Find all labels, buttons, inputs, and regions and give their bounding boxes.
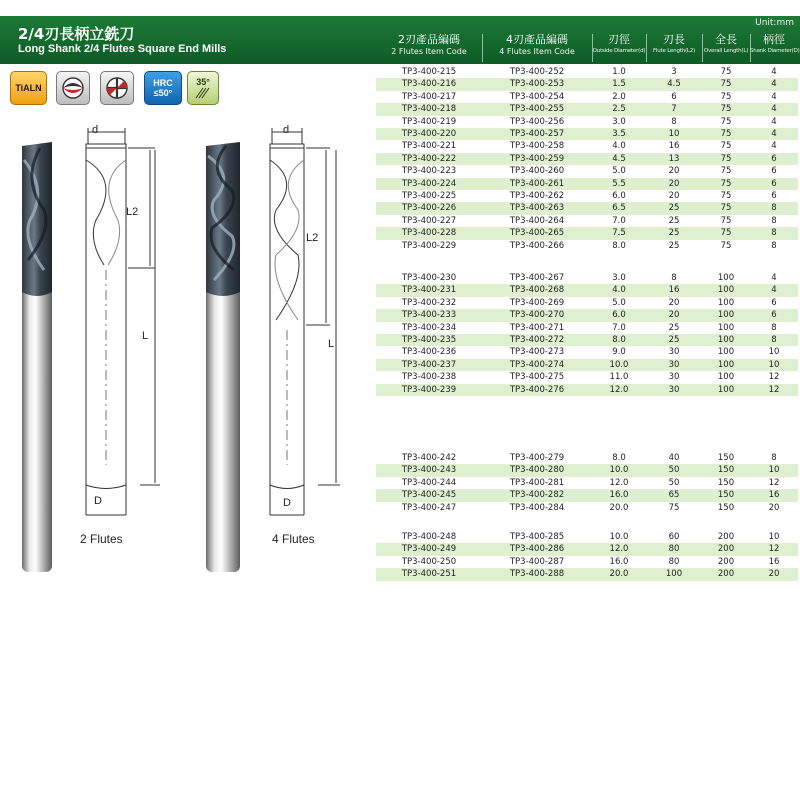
- cell-4f-code: TP3-400-269: [509, 297, 565, 308]
- cell-overall-length: 75: [720, 191, 732, 201]
- table-row: [376, 165, 798, 177]
- cell-diameter: 20.0: [609, 502, 629, 513]
- cell-flute-length: 30: [668, 372, 680, 383]
- cell-2f-code: TP3-400-229: [401, 240, 457, 251]
- cell-2f-code: TP3-400-221: [401, 141, 457, 152]
- cell-flute-length: 30: [668, 347, 680, 358]
- cell-diameter: 10.0: [609, 532, 629, 542]
- cell-overall-length: 75: [720, 116, 732, 127]
- cell-4f-code: TP3-400-282: [509, 490, 565, 501]
- cell-overall-length: 75: [720, 91, 732, 102]
- cell-4f-code: TP3-400-255: [509, 104, 565, 115]
- cell-shank-diameter: 12: [768, 384, 780, 395]
- cell-4f-code: TP3-400-268: [509, 285, 565, 296]
- cell-flute-length: 20: [668, 297, 680, 308]
- cell-flute-length: 75: [668, 502, 680, 513]
- cell-overall-length: 100: [717, 372, 735, 383]
- cell-overall-length: 75: [720, 203, 732, 214]
- cell-2f-code: TP3-400-247: [401, 502, 457, 513]
- col-shank-diameter: 柄徑 Shank Diameter(D): [750, 33, 800, 54]
- cell-4f-code: TP3-400-273: [509, 347, 565, 358]
- cell-shank-diameter: 4: [771, 91, 777, 102]
- cell-overall-length: 200: [717, 569, 735, 580]
- cell-shank-diameter: 4: [771, 129, 777, 139]
- cell-2f-code: TP3-400-223: [401, 166, 457, 177]
- cell-shank-diameter: 6: [771, 310, 777, 321]
- cell-2f-code: TP3-400-251: [401, 569, 457, 580]
- cell-4f-code: TP3-400-275: [509, 372, 565, 383]
- cell-diameter: 11.0: [609, 372, 629, 383]
- cell-overall-length: 100: [717, 297, 735, 308]
- four-flute-photo: [206, 142, 240, 572]
- two-flutes-caption: 2 Flutes: [80, 532, 123, 546]
- cell-shank-diameter: 12: [768, 477, 780, 488]
- cell-shank-diameter: 8: [771, 240, 777, 251]
- col-overall-length: 全長 Overall Length(L): [703, 33, 749, 54]
- table-row: [376, 568, 798, 580]
- cell-diameter: 3.5: [612, 129, 626, 139]
- cell-flute-length: 65: [668, 490, 680, 501]
- cell-overall-length: 100: [717, 384, 735, 395]
- dim-d-label-2f: d: [92, 124, 99, 136]
- table-row: [376, 297, 798, 309]
- cell-shank-diameter: 4: [771, 141, 777, 152]
- cell-shank-diameter: 4: [771, 285, 777, 296]
- cell-2f-code: TP3-400-225: [401, 191, 457, 201]
- table-row: [376, 309, 798, 321]
- cell-diameter: 6.0: [612, 310, 626, 321]
- table-row: [376, 103, 798, 115]
- table-row: [376, 178, 798, 190]
- cell-2f-code: TP3-400-216: [401, 79, 457, 90]
- cell-2f-code: TP3-400-248: [401, 532, 457, 542]
- cell-overall-length: 150: [717, 490, 735, 501]
- cell-overall-length: 75: [720, 228, 732, 239]
- dim-l2-label-2f: L2: [126, 206, 139, 218]
- cell-overall-length: 100: [717, 310, 735, 321]
- cell-shank-diameter: 8: [771, 322, 777, 333]
- cell-shank-diameter: 8: [771, 203, 777, 214]
- cell-4f-code: TP3-400-263: [509, 203, 565, 214]
- table-row: [376, 66, 798, 78]
- cell-shank-diameter: 10: [768, 465, 780, 476]
- cell-4f-code: TP3-400-256: [509, 116, 565, 127]
- cell-overall-length: 75: [720, 240, 732, 251]
- page-title-en: Long Shank 2/4 Flutes Square End Mills: [18, 43, 227, 55]
- cell-diameter: 9.0: [612, 347, 626, 358]
- table-row: [376, 153, 798, 165]
- cell-2f-code: TP3-400-219: [401, 116, 457, 127]
- cell-shank-diameter: 8: [771, 335, 777, 345]
- cell-shank-diameter: 10: [768, 347, 780, 358]
- cell-diameter: 16.0: [609, 556, 629, 567]
- table-row: [376, 464, 798, 476]
- cell-shank-diameter: 8: [771, 228, 777, 239]
- cell-2f-code: TP3-400-217: [401, 91, 457, 102]
- cell-flute-length: 25: [668, 240, 680, 251]
- cell-overall-length: 100: [717, 322, 735, 333]
- table-row: [376, 78, 798, 90]
- cell-shank-diameter: 12: [768, 544, 780, 555]
- cell-2f-code: TP3-400-237: [401, 359, 457, 370]
- cell-flute-length: 60: [668, 532, 680, 542]
- cell-flute-length: 6: [671, 91, 677, 102]
- cell-overall-length: 100: [717, 285, 735, 296]
- cell-2f-code: TP3-400-222: [401, 153, 457, 164]
- cell-2f-code: TP3-400-228: [401, 228, 457, 239]
- table-row: [376, 227, 798, 239]
- cell-overall-length: 150: [717, 453, 735, 463]
- end-mill-drawings: [0, 120, 370, 590]
- cell-overall-length: 150: [717, 502, 735, 513]
- cell-flute-length: 4.5: [667, 79, 681, 90]
- cell-4f-code: TP3-400-284: [509, 502, 565, 513]
- cell-flute-length: 10: [668, 129, 680, 139]
- cell-4f-code: TP3-400-262: [509, 191, 565, 201]
- table-row: [376, 452, 798, 464]
- cell-2f-code: TP3-400-226: [401, 203, 457, 214]
- cell-4f-code: TP3-400-285: [509, 532, 565, 542]
- table-row: [376, 384, 798, 396]
- cell-shank-diameter: 8: [771, 215, 777, 226]
- cell-4f-code: TP3-400-288: [509, 569, 565, 580]
- cell-shank-diameter: 4: [771, 67, 777, 77]
- cell-shank-diameter: 6: [771, 166, 777, 177]
- cell-2f-code: TP3-400-224: [401, 178, 457, 189]
- cell-flute-length: 25: [668, 203, 680, 214]
- cell-flute-length: 25: [668, 322, 680, 333]
- cell-4f-code: TP3-400-270: [509, 310, 565, 321]
- four-flute-line-drawing: [270, 128, 340, 515]
- cell-flute-length: 8: [671, 273, 677, 283]
- cell-overall-length: 200: [717, 556, 735, 567]
- cell-2f-code: TP3-400-233: [401, 310, 457, 321]
- cell-diameter: 8.0: [612, 335, 626, 345]
- table-row: [376, 477, 798, 489]
- cell-4f-code: TP3-400-280: [509, 465, 565, 476]
- col-4flute-code: 4刃產品編碼 4 Flutes Item Code: [499, 33, 575, 56]
- cell-flute-length: 25: [668, 228, 680, 239]
- cell-diameter: 3.0: [612, 273, 626, 283]
- cell-flute-length: 30: [668, 384, 680, 395]
- cell-flute-length: 50: [668, 477, 680, 488]
- cell-overall-length: 75: [720, 67, 732, 77]
- cell-flute-length: 40: [668, 453, 680, 463]
- cell-diameter: 16.0: [609, 490, 629, 501]
- cell-flute-length: 30: [668, 359, 680, 370]
- cell-diameter: 5.0: [612, 297, 626, 308]
- cell-4f-code: TP3-400-267: [509, 273, 565, 283]
- table-row: [376, 272, 798, 284]
- cell-4f-code: TP3-400-272: [509, 335, 565, 345]
- dim-l2-label-4f: L2: [306, 232, 319, 244]
- cell-shank-diameter: 4: [771, 104, 777, 115]
- cell-diameter: 8.0: [612, 240, 626, 251]
- cell-shank-diameter: 20: [768, 502, 780, 513]
- cell-shank-diameter: 10: [768, 532, 780, 542]
- table-row: [376, 346, 798, 358]
- table-row: [376, 140, 798, 152]
- cell-diameter: 12.0: [609, 384, 629, 395]
- cell-2f-code: TP3-400-250: [401, 556, 457, 567]
- table-row: [376, 284, 798, 296]
- cell-overall-length: 75: [720, 166, 732, 177]
- table-row: [376, 359, 798, 371]
- four-flute-section-icon: [100, 71, 134, 105]
- cell-4f-code: TP3-400-276: [509, 384, 565, 395]
- table-row: [376, 215, 798, 227]
- cell-diameter: 1.5: [612, 79, 626, 90]
- cell-flute-length: 100: [665, 569, 683, 580]
- cell-2f-code: TP3-400-239: [401, 384, 457, 395]
- dim-D-label-4f: D: [283, 497, 291, 509]
- cell-shank-diameter: 4: [771, 79, 777, 90]
- cell-2f-code: TP3-400-232: [401, 297, 457, 308]
- cell-4f-code: TP3-400-286: [509, 544, 565, 555]
- cell-diameter: 5.5: [612, 178, 626, 189]
- cell-2f-code: TP3-400-220: [401, 129, 457, 139]
- cell-2f-code: TP3-400-227: [401, 215, 457, 226]
- cell-shank-diameter: 4: [771, 116, 777, 127]
- cell-shank-diameter: 16: [768, 490, 780, 501]
- cell-flute-length: 25: [668, 335, 680, 345]
- cell-4f-code: TP3-400-257: [509, 129, 565, 139]
- cell-4f-code: TP3-400-279: [509, 453, 565, 463]
- cell-flute-length: 20: [668, 310, 680, 321]
- cell-diameter: 1.0: [612, 67, 626, 77]
- cell-diameter: 4.0: [612, 141, 626, 152]
- table-row: [376, 322, 798, 334]
- cell-overall-length: 75: [720, 153, 732, 164]
- cell-flute-length: 3: [671, 67, 677, 77]
- cell-2f-code: TP3-400-243: [401, 465, 457, 476]
- cell-shank-diameter: 6: [771, 178, 777, 189]
- cell-overall-length: 75: [720, 215, 732, 226]
- helix-angle-badge: 35°: [187, 71, 219, 105]
- cell-2f-code: TP3-400-235: [401, 335, 457, 345]
- dim-l-label-2f: L: [142, 330, 149, 342]
- cell-diameter: 5.0: [612, 166, 626, 177]
- col-outside-diameter: 刃徑 Outside Diameter(d): [592, 33, 646, 54]
- cell-diameter: 8.0: [612, 453, 626, 463]
- dim-D-label-2f: D: [94, 495, 102, 507]
- table-row: [376, 489, 798, 501]
- cell-4f-code: TP3-400-265: [509, 228, 565, 239]
- cell-flute-length: 7: [671, 104, 677, 115]
- cell-shank-diameter: 10: [768, 359, 780, 370]
- cell-2f-code: TP3-400-242: [401, 453, 457, 463]
- cell-diameter: 6.0: [612, 191, 626, 201]
- table-row: [376, 190, 798, 202]
- tialn-coating-badge: TiALN: [10, 71, 47, 105]
- cell-2f-code: TP3-400-245: [401, 490, 457, 501]
- table-row: [376, 371, 798, 383]
- table-row: [376, 116, 798, 128]
- square-end-icon: [56, 71, 90, 105]
- cell-flute-length: 80: [668, 544, 680, 555]
- cell-shank-diameter: 6: [771, 191, 777, 201]
- cell-4f-code: TP3-400-259: [509, 153, 565, 164]
- table-row: [376, 531, 798, 543]
- cell-diameter: 12.0: [609, 544, 629, 555]
- cell-overall-length: 200: [717, 532, 735, 542]
- cell-overall-length: 100: [717, 273, 735, 283]
- cell-overall-length: 75: [720, 104, 732, 115]
- cell-4f-code: TP3-400-266: [509, 240, 565, 251]
- cell-overall-length: 150: [717, 465, 735, 476]
- cell-flute-length: 20: [668, 166, 680, 177]
- cell-diameter: 7.0: [612, 322, 626, 333]
- cell-4f-code: TP3-400-253: [509, 79, 565, 90]
- two-flute-line-drawing: [86, 128, 160, 515]
- table-row: [376, 543, 798, 555]
- cell-overall-length: 75: [720, 129, 732, 139]
- cell-shank-diameter: 6: [771, 153, 777, 164]
- cell-flute-length: 13: [668, 153, 680, 164]
- page-title-cn: 2/4刃長柄立銑刀: [18, 25, 135, 43]
- cell-2f-code: TP3-400-249: [401, 544, 457, 555]
- cell-4f-code: TP3-400-271: [509, 322, 565, 333]
- two-flute-photo: [22, 142, 52, 572]
- cell-overall-length: 75: [720, 178, 732, 189]
- cell-shank-diameter: 20: [768, 569, 780, 580]
- cell-flute-length: 25: [668, 215, 680, 226]
- cell-2f-code: TP3-400-234: [401, 322, 457, 333]
- cell-4f-code: TP3-400-281: [509, 477, 565, 488]
- cell-diameter: 20.0: [609, 569, 629, 580]
- cell-2f-code: TP3-400-215: [401, 67, 457, 77]
- cell-2f-code: TP3-400-230: [401, 273, 457, 283]
- cell-4f-code: TP3-400-260: [509, 166, 565, 177]
- cell-4f-code: TP3-400-261: [509, 178, 565, 189]
- table-row: [376, 502, 798, 514]
- cell-overall-length: 75: [720, 141, 732, 152]
- cell-diameter: 12.0: [609, 477, 629, 488]
- cell-flute-length: 8: [671, 116, 677, 127]
- cell-4f-code: TP3-400-274: [509, 359, 565, 370]
- hrc-hardness-badge: HRC ≤50°: [144, 71, 182, 105]
- cell-4f-code: TP3-400-252: [509, 67, 565, 77]
- cell-shank-diameter: 4: [771, 273, 777, 283]
- table-row: [376, 91, 798, 103]
- table-row: [376, 128, 798, 140]
- cell-flute-length: 20: [668, 178, 680, 189]
- cell-diameter: 7.5: [612, 228, 626, 239]
- cell-diameter: 3.0: [612, 116, 626, 127]
- table-row: [376, 202, 798, 214]
- unit-label: Unit:mm: [755, 18, 794, 28]
- cell-2f-code: TP3-400-231: [401, 285, 457, 296]
- cell-diameter: 4.5: [612, 153, 626, 164]
- cell-4f-code: TP3-400-264: [509, 215, 565, 226]
- table-row: [376, 556, 798, 568]
- cell-2f-code: TP3-400-236: [401, 347, 457, 358]
- cell-2f-code: TP3-400-218: [401, 104, 457, 115]
- cell-4f-code: TP3-400-258: [509, 141, 565, 152]
- cell-diameter: 2.0: [612, 91, 626, 102]
- cell-4f-code: TP3-400-254: [509, 91, 565, 102]
- cell-overall-length: 100: [717, 335, 735, 345]
- cell-diameter: 7.0: [612, 215, 626, 226]
- cell-diameter: 2.5: [612, 104, 626, 115]
- cell-2f-code: TP3-400-238: [401, 372, 457, 383]
- cell-flute-length: 80: [668, 556, 680, 567]
- cell-diameter: 4.0: [612, 285, 626, 296]
- cell-shank-diameter: 6: [771, 297, 777, 308]
- cell-flute-length: 20: [668, 191, 680, 201]
- cell-overall-length: 200: [717, 544, 735, 555]
- cell-overall-length: 75: [720, 79, 732, 90]
- cell-flute-length: 16: [668, 141, 680, 152]
- cell-2f-code: TP3-400-244: [401, 477, 457, 488]
- table-row: [376, 334, 798, 346]
- cell-flute-length: 50: [668, 465, 680, 476]
- table-row: [376, 240, 798, 252]
- cell-shank-diameter: 12: [768, 372, 780, 383]
- dim-l-label-4f: L: [328, 338, 335, 350]
- col-flute-length: 刃長 Flute Length(L2): [652, 33, 696, 54]
- cell-overall-length: 100: [717, 359, 735, 370]
- dim-d-label-4f: d: [283, 124, 290, 136]
- cell-overall-length: 100: [717, 347, 735, 358]
- cell-shank-diameter: 16: [768, 556, 780, 567]
- cell-overall-length: 150: [717, 477, 735, 488]
- cell-4f-code: TP3-400-287: [509, 556, 565, 567]
- four-flutes-caption: 4 Flutes: [272, 532, 315, 546]
- cell-flute-length: 16: [668, 285, 680, 296]
- cell-diameter: 10.0: [609, 359, 629, 370]
- cell-diameter: 6.5: [612, 203, 626, 214]
- cell-diameter: 10.0: [609, 465, 629, 476]
- cell-shank-diameter: 8: [771, 453, 777, 463]
- col-2flute-code: 2刃產品編碼 2 Flutes Item Code: [391, 33, 467, 56]
